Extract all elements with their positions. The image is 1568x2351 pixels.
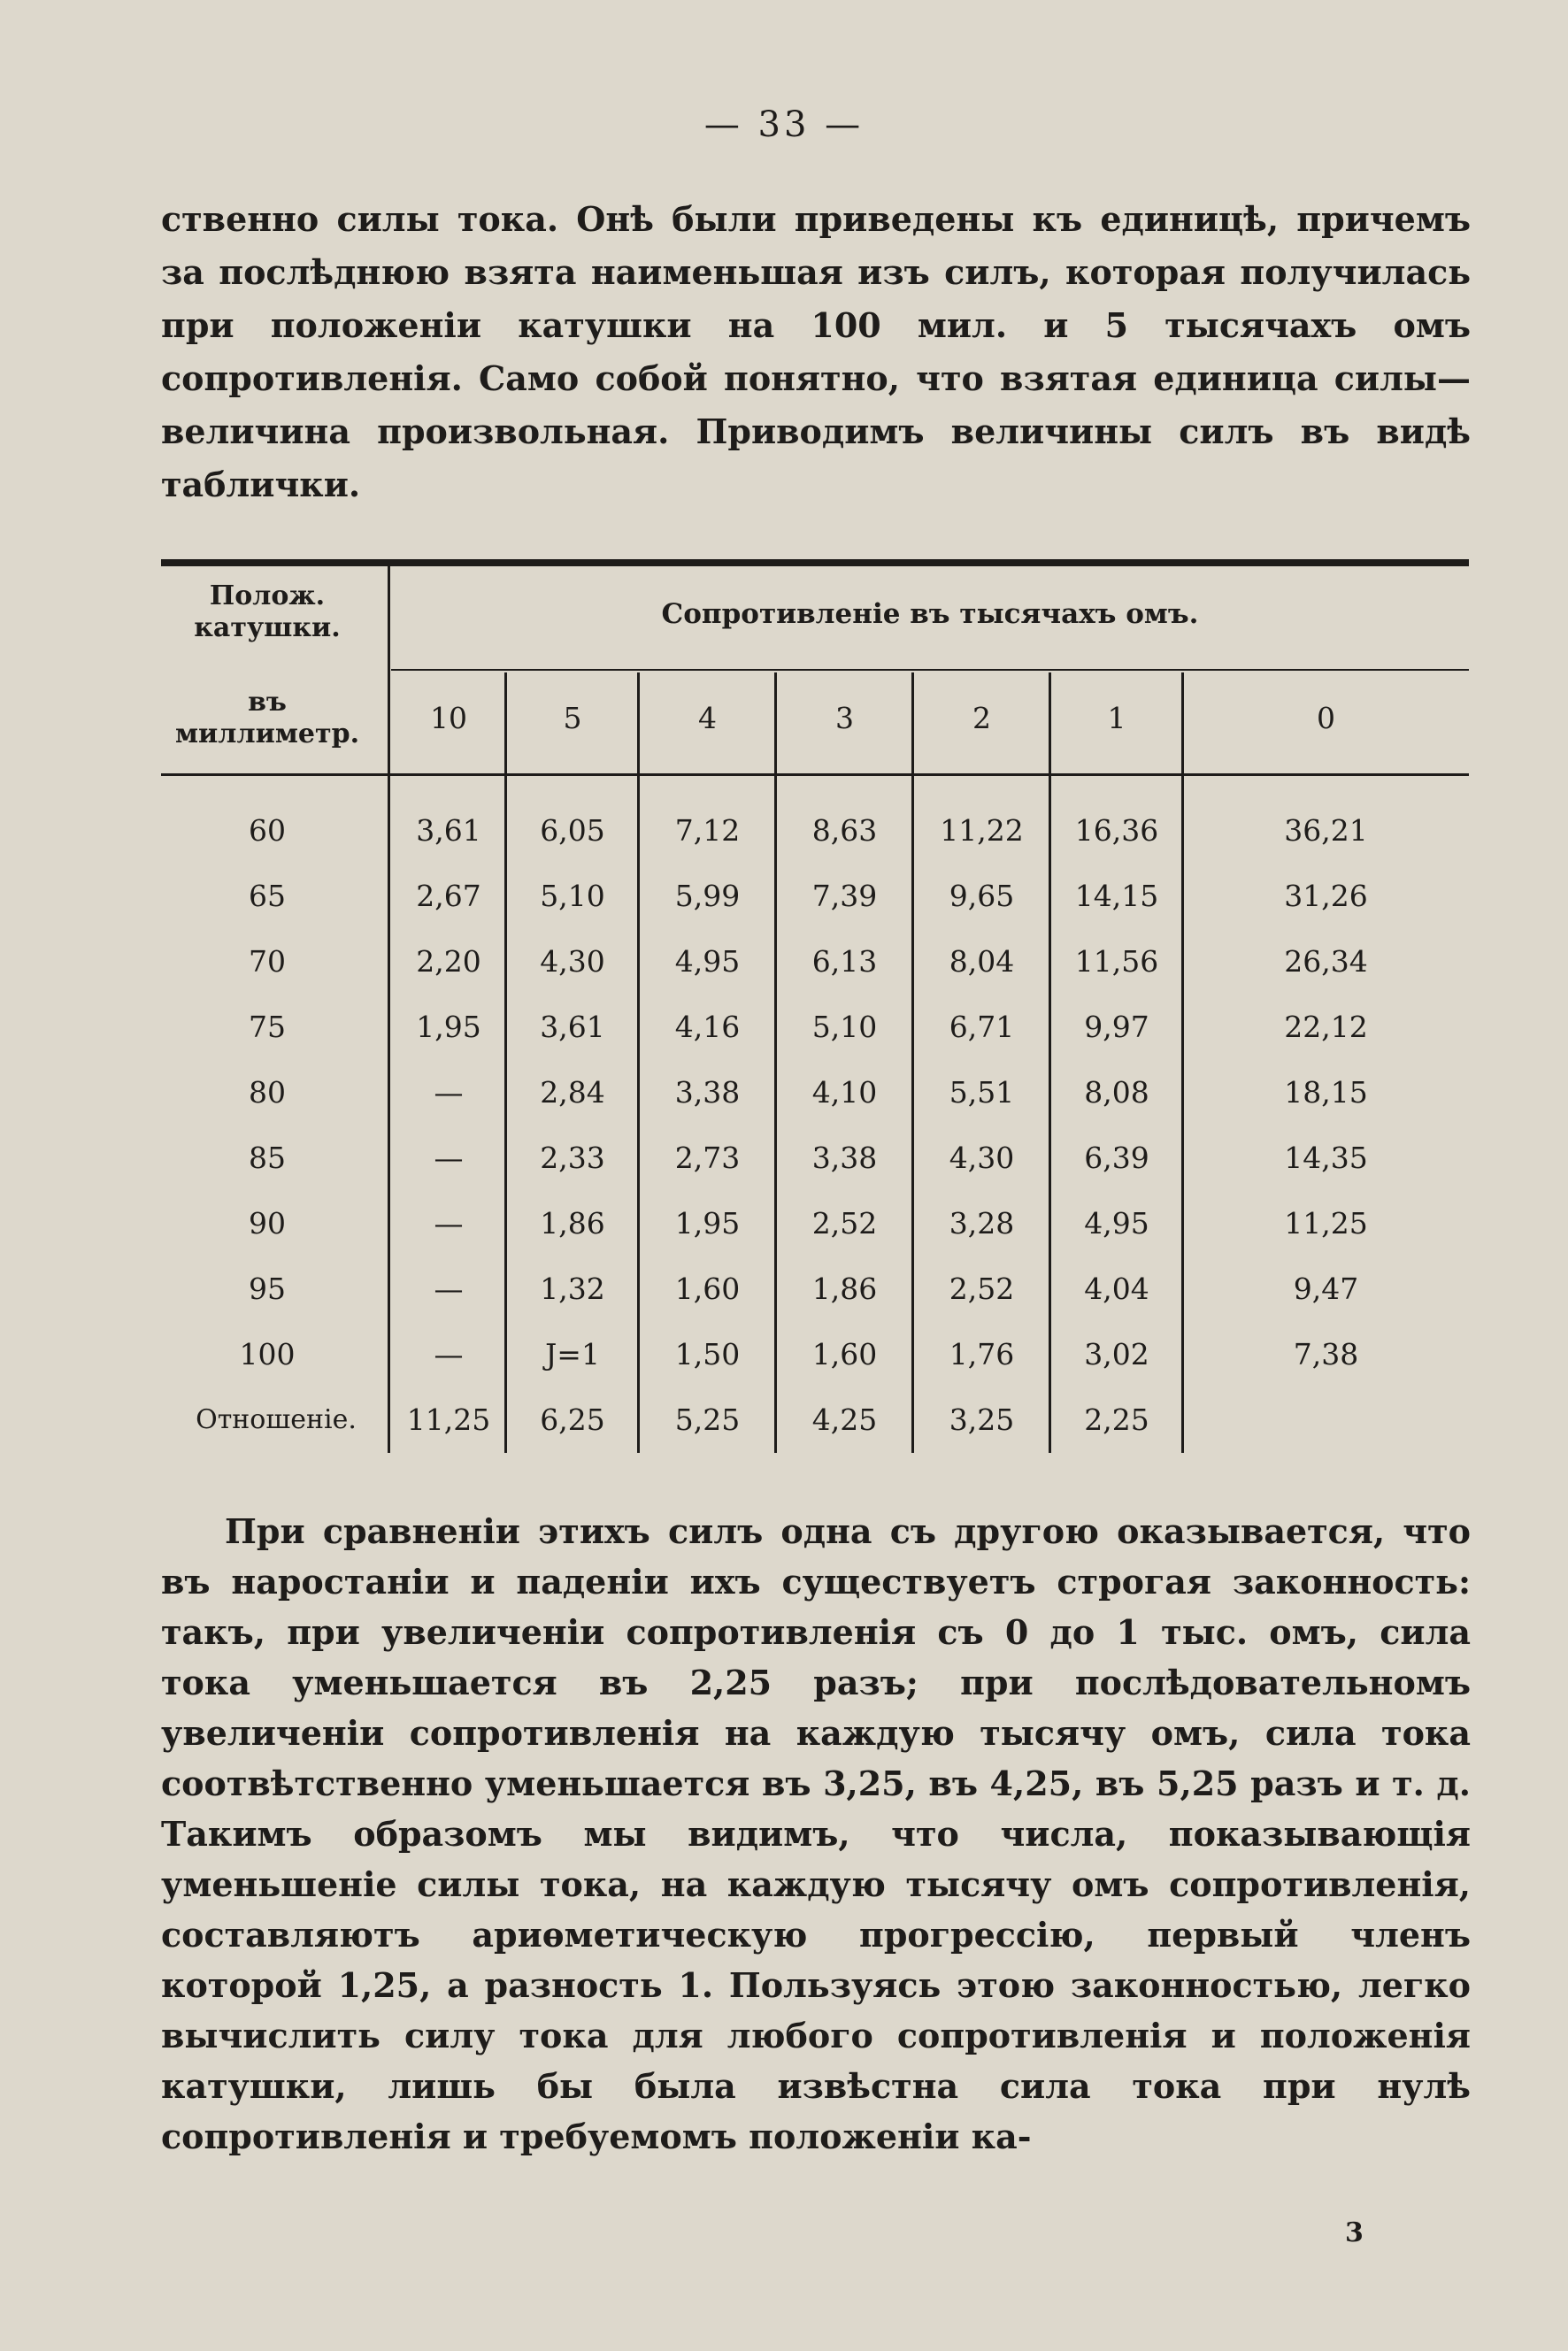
table-cell: 6,39 (1084, 1141, 1149, 1175)
table-cell: 22,12 (1284, 1010, 1368, 1044)
table-cell: 6,05 (540, 813, 605, 848)
table-cell: 11,22 (940, 813, 1024, 848)
table-cell: 3,25 (949, 1402, 1015, 1437)
table-cell: 7,38 (1293, 1337, 1359, 1371)
ratio-row (161, 1387, 1469, 1453)
table-cell: 4,95 (674, 944, 741, 979)
row-label: 85 (249, 1141, 286, 1175)
row-label: 100 (239, 1337, 296, 1371)
table-cell: 3,61 (416, 813, 481, 848)
table-cell: 3,38 (811, 1141, 878, 1175)
row-label: 75 (249, 1010, 286, 1044)
page-number: — 33 — (703, 104, 865, 145)
table-cell: 7,39 (811, 879, 878, 913)
column-header-1: 1 (1107, 701, 1126, 735)
row-label: 70 (249, 944, 286, 979)
table-cell: — (434, 1206, 464, 1241)
table-cell: 2,73 (674, 1141, 741, 1175)
column-divider (637, 672, 640, 1453)
table-cell: 2,52 (949, 1272, 1015, 1306)
table-cell: 3,61 (540, 1010, 605, 1044)
resistance-table (161, 559, 1469, 1472)
table-cell: 3,02 (1084, 1337, 1149, 1371)
table-cell: 6,25 (540, 1402, 605, 1437)
table-cell: 8,08 (1084, 1075, 1149, 1110)
table-cell: 1,76 (949, 1337, 1015, 1371)
paragraph-intro: ственно силы тока. Онѣ были приведены къ единицѣ, причемъ за послѣднюю взята наименьшая изъ силъ, которая получилась при положеніи катушки на 100 мил. и 5 тысячахъ омъ сопротивленія. Само собой понятно, что взятая единица силы—величина произвольная. Приводимъ величины силъ въ видѣ таблички. (161, 199, 1471, 504)
paragraph-analysis: При сравненіи этихъ силъ одна съ другою оказывается, что въ наростаніи и паденіи ихъ существуетъ строгая законность: такъ, при увеличеніи сопротивленія съ 0 до 1 тыс. омъ, сила тока уменьшается въ 2,25 разъ; при послѣдовательномъ увеличеніи сопротивленія на каждую тысячу омъ, сила тока соотвѣтственно уменьшается въ 3,25, въ 4,25, въ 5,25 разъ и т. д. Такимъ образомъ мы видимъ, что числа, показывающія уменьшеніе силы тока, на каждую тысячу омъ сопротивленія, составляютъ ариѳметическую прогрессію, первый членъ которой 1,25, а разность 1. Пользуясь этою законностью, легко вычислить силу тока для любого сопротивленія и положенія катушки, лишь бы была извѣстна сила тока при нулѣ сопротивленія и требуемомъ положеніи ка- (161, 1511, 1471, 2156)
table-cell: 18,15 (1284, 1075, 1368, 1110)
table-cell: — (434, 1272, 464, 1306)
table-cell: 9,47 (1293, 1272, 1359, 1306)
row-label: 90 (249, 1206, 286, 1241)
column-header-10: 10 (430, 701, 467, 735)
table-cell: 9,65 (949, 879, 1015, 913)
table-cell: 4,30 (949, 1141, 1015, 1175)
column-divider (504, 672, 507, 1453)
table-row (161, 1256, 1469, 1322)
table-cell: 8,63 (811, 813, 878, 848)
table-cell: 1,95 (674, 1206, 741, 1241)
table-cell: 2,52 (811, 1206, 878, 1241)
table-cell: 2,33 (540, 1141, 605, 1175)
row-label: 95 (249, 1272, 286, 1306)
table-cell: 5,25 (674, 1402, 741, 1437)
table-cell: 36,21 (1284, 813, 1368, 848)
table-cell: 3,38 (674, 1075, 741, 1110)
table-cell: 4,30 (540, 944, 605, 979)
table-cell: 5,10 (540, 879, 605, 913)
table-cell: 26,34 (1284, 944, 1368, 979)
group-head-resistance: Сопротивленіе въ тысячахъ омъ. (661, 598, 1199, 630)
table-subhead-rule (391, 669, 1469, 671)
table-cell: 5,51 (949, 1075, 1015, 1110)
table-cell: 2,20 (416, 944, 481, 979)
table-row (161, 995, 1469, 1060)
table-cell: 1,95 (416, 1010, 481, 1044)
table-row (161, 929, 1469, 995)
table-cell: 2,84 (540, 1075, 605, 1110)
table-cell: 11,25 (1284, 1206, 1368, 1241)
column-divider (388, 566, 390, 1453)
column-divider (1049, 672, 1051, 1453)
table-cell: 6,71 (949, 1010, 1015, 1044)
table-row (161, 864, 1469, 929)
table-cell: 14,15 (1074, 879, 1159, 913)
table-cell: — (434, 1075, 464, 1110)
table-cell: 2,67 (416, 879, 481, 913)
table-row (161, 798, 1469, 864)
signature-mark: 3 (1345, 2217, 1364, 2248)
row-label: 65 (249, 879, 286, 913)
table-cell: 1,60 (674, 1272, 741, 1306)
table-cell: 16,36 (1074, 813, 1159, 848)
table-cell: 1,50 (674, 1337, 741, 1371)
column-header-3: 3 (835, 701, 854, 735)
table-cell: 14,35 (1284, 1141, 1368, 1175)
table-cell: 31,26 (1284, 879, 1368, 913)
table-cell: 5,99 (674, 879, 741, 913)
table-cell: — (434, 1337, 464, 1371)
table-cell: 1,86 (540, 1206, 605, 1241)
table-cell: 4,25 (811, 1402, 878, 1437)
table-head-rule (161, 773, 1469, 776)
stub-head-position: Полож. катушки. (194, 580, 341, 643)
column-header-2: 2 (972, 701, 991, 735)
table-cell: 4,95 (1084, 1206, 1149, 1241)
table-row (161, 1126, 1469, 1191)
ratio-label: Отношеніе. (196, 1404, 357, 1435)
table-cell: 2,25 (1084, 1402, 1149, 1437)
table-cell: 11,56 (1074, 944, 1159, 979)
stub-head-unit: въ миллиметр. (174, 687, 360, 749)
table-row (161, 1060, 1469, 1126)
column-header-5: 5 (563, 701, 582, 735)
table-cell: — (434, 1141, 464, 1175)
table-cell: 4,10 (811, 1075, 878, 1110)
table-row (161, 1322, 1469, 1387)
table-cell: 7,12 (674, 813, 741, 848)
table-cell: 5,10 (811, 1010, 878, 1044)
table-cell: 4,16 (674, 1010, 741, 1044)
table-cell: 8,04 (949, 944, 1015, 979)
table-cell: 6,13 (811, 944, 878, 979)
table-cell: 3,28 (949, 1206, 1015, 1241)
column-divider (1181, 672, 1184, 1453)
table-cell: 1,86 (811, 1272, 878, 1306)
table-cell: J=1 (545, 1337, 600, 1371)
table-cell: 11,25 (406, 1402, 491, 1437)
column-header-4: 4 (698, 701, 717, 735)
table-cell: 1,60 (811, 1337, 878, 1371)
table-top-rule (161, 559, 1469, 566)
table-cell: 4,04 (1084, 1272, 1149, 1306)
table-cell: 9,97 (1084, 1010, 1149, 1044)
table-cell: 1,32 (540, 1272, 605, 1306)
column-divider (911, 672, 914, 1453)
column-divider (774, 672, 777, 1453)
table-row (161, 1191, 1469, 1256)
row-label: 60 (249, 813, 286, 848)
column-header-0: 0 (1317, 701, 1335, 735)
row-label: 80 (249, 1075, 286, 1110)
